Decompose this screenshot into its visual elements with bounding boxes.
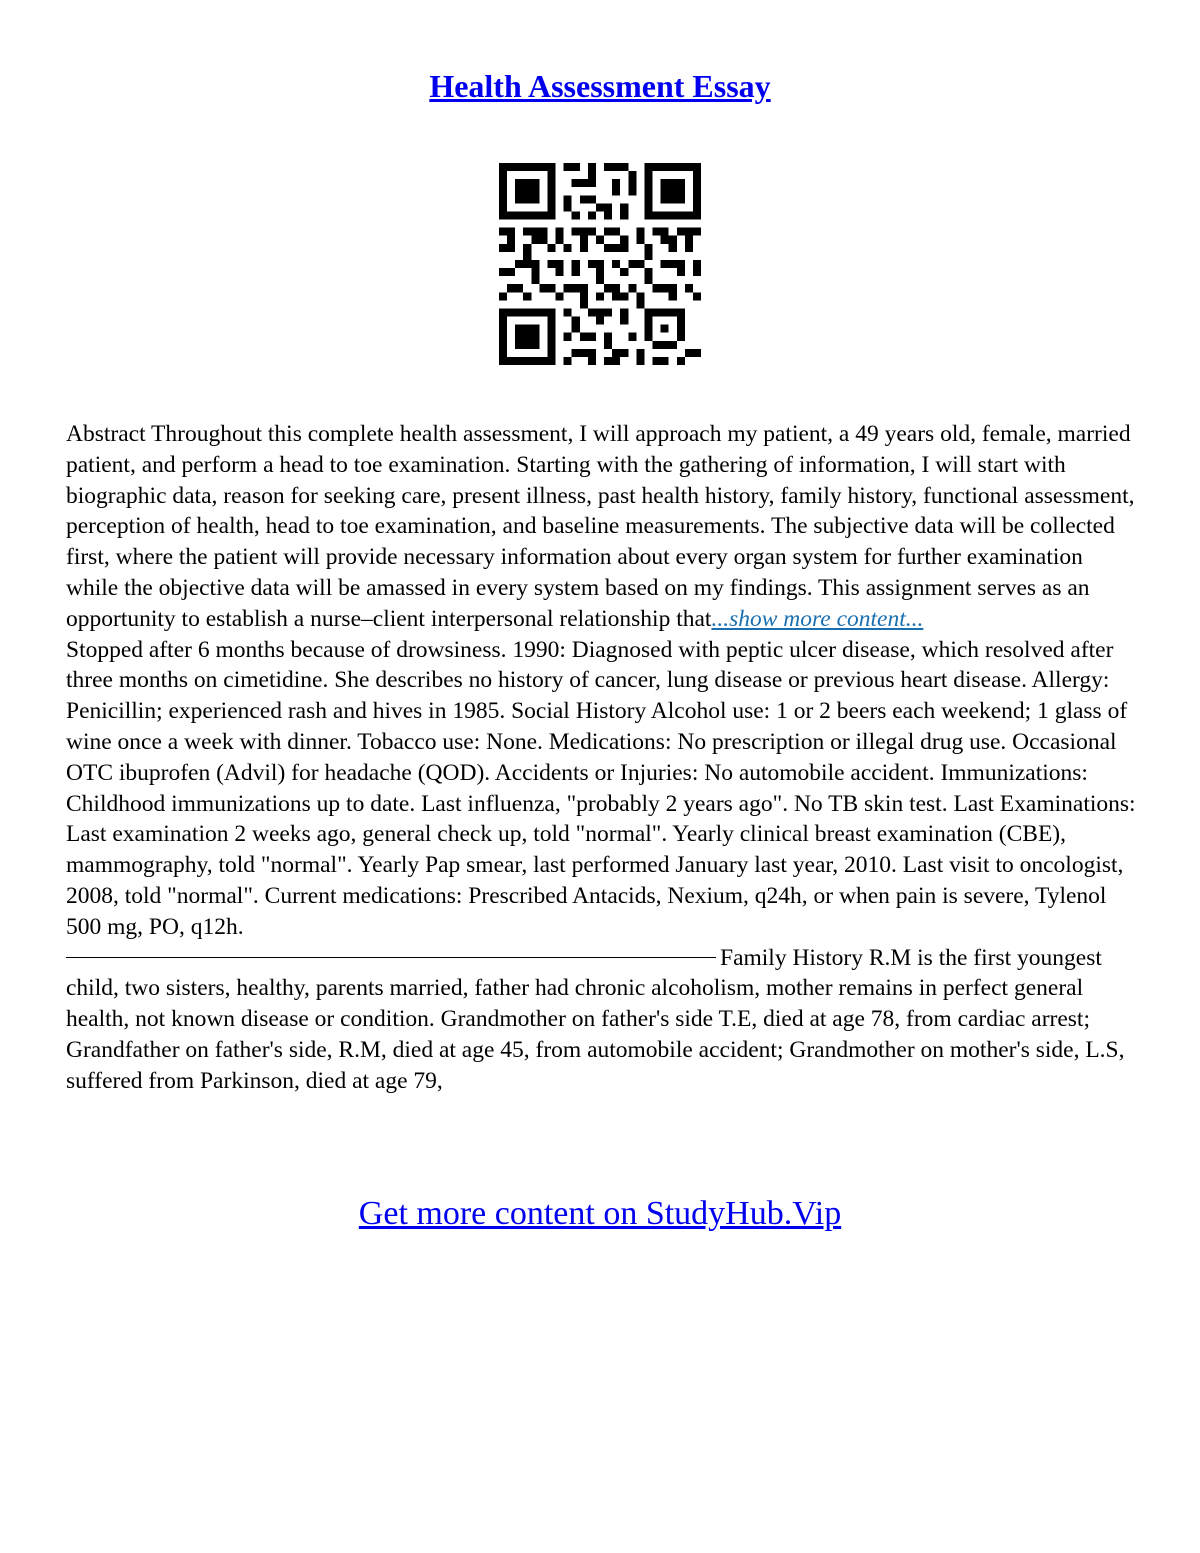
studyhub-link[interactable]: Get more content on StudyHub.Vip — [358, 1195, 842, 1232]
footer — [0, 1193, 1200, 1235]
document-title — [0, 66, 1200, 106]
qr-code-icon — [499, 163, 701, 365]
family-history-text: Family History R.M is the first youngest child, two sisters, healthy, parents married, father had chronic alcoholism, mother remains in perfect general health, not known disease or condition. Grandmother on father's side T.E, died at age 78, from cardiac arrest; Grandfather on father's side, R.M, died at age 45, from automobile accident; Grandmother on mother's side, L.S, suffered from Parkinson, died at age 79, — [66, 944, 1125, 1094]
essay-body — [66, 419, 1140, 1097]
show-more-link[interactable]: ...show more content... — [711, 605, 924, 632]
title-link[interactable]: Health Assessment Essay — [429, 68, 771, 104]
abstract-text: Abstract Throughout this complete health assessment, I will approach my patient, a 49 years old, female, married patient, and perform a head to toe examination. Starting with the gathering of information, I will start with biographic data, reason for seeking care, present illness, past health history, family history, functional assessment, perception of health, head to toe examination, and baseline measurements. The subjective data will be collected first, where the patient will provide necessary information about every organ system for further examination while the objective data will be amassed in every system based on my findings. This assignment serves as an opportunity to establish a nurse–client interpersonal relationship that — [66, 421, 1135, 632]
section-divider-line — [66, 957, 716, 958]
essay-paragraph-abstract — [66, 419, 1140, 635]
essay-paragraph-family — [66, 943, 1140, 1097]
essay-paragraph-history: Stopped after 6 months because of drowsiness. 1990: Diagnosed with peptic ulcer disease, which resolved after three months on cimetidine. She describes no history of cancer, lung disease or previous heart disease. Allergy: Penicillin; experienced rash and hives in 1985. Social History Alcohol use: 1 or 2 beers each weekend; 1 glass of wine once a week with dinner. Tobacco use: None. Medications: No prescription or illegal drug use. Occasional OTC ibuprofen (Advil) for headache (QOD). Accidents or Injuries: No automobile accident. Immunizations: Childhood immunizations up to date. Last influenza, "probably 2 years ago". No TB skin test. Last Examinations: Last examination 2 weeks ago, general check up, told "normal". Yearly clinical breast examination (CBE), mammography, told "normal". Yearly Pap smear, last performed January last year, 2010. Last visit to oncologist, 2008, told "normal". Current medications: Prescribed Antacids, Nexium, q24h, or when pain is severe, Tylenol 500 mg, PO, q12h. — [66, 636, 1136, 940]
